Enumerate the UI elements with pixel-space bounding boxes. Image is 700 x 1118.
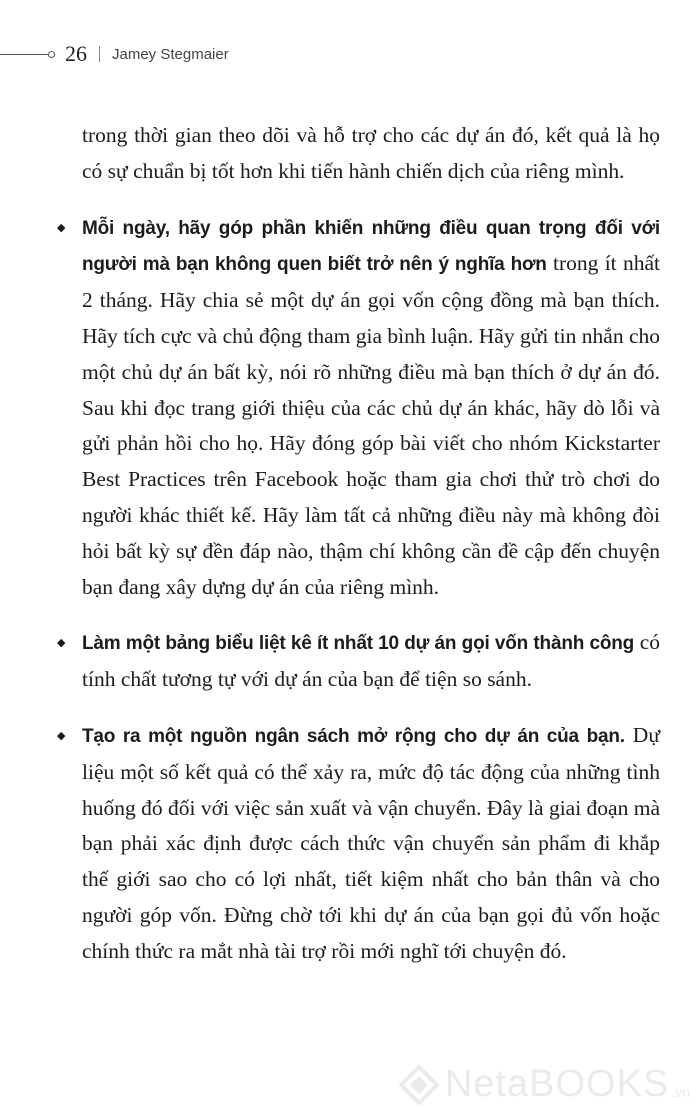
author-name: Jamey Stegmaier [112, 45, 229, 63]
running-header [0, 42, 229, 66]
header-separator [99, 46, 100, 62]
page-body [57, 118, 661, 970]
bullet-body: trong ít nhất 2 tháng. Hãy chia sẻ một dự án gọi vốn cộng đồng mà bạn thích. Hãy tích cực và chủ động tham gia bình luận. Hãy gửi tin nhắn cho một chủ dự án bất kỳ, nói rõ những điều mà bạn thích ở dự án đó. Sau khi đọc trang giới thiệu của các chủ dự án khác, hãy dò lỗi và gửi phản hồi cho họ. Hãy đóng góp bài viết cho nhóm Kickstarter Best Practices trên Facebook hoặc tham gia chơi thử trò chơi do người khác thiết kế. Hãy làm tất cả những điều này mà không đòi hỏi bất kỳ sự đền đáp nào, thậm chí không cần đề cập đến chuyện bạn đang xây dựng dự án của riêng mình. [82, 251, 660, 599]
bullet-item-3 [57, 718, 660, 970]
bullet-diamond-icon: ◆ [57, 728, 66, 742]
bullet-diamond-icon: ◆ [57, 636, 66, 650]
publisher-watermark [399, 1063, 690, 1106]
watermark-tld: .vn [671, 1083, 690, 1100]
bullet-lead: Mỗi ngày, hãy góp phần khiến những điều quan trọng đối với người mà bạn không quen biết trở nên ý nghĩa hơn [82, 217, 660, 276]
bullet-item-2 [57, 625, 661, 698]
bullet-item-1 [57, 210, 660, 606]
header-rule [0, 54, 48, 55]
bullet-lead: Làm một bảng biểu liệt kê ít nhất 10 dự án gọi vốn thành công [82, 633, 635, 655]
bullet-lead: Tạo ra một nguồn ngân sách mở rộng cho dự án của bạn. [82, 725, 625, 747]
bullet-body: có tính chất tương tự với dự án của bạn để tiện so sánh. [82, 630, 661, 692]
page-number: 26 [65, 41, 87, 66]
bullet-text [82, 625, 660, 698]
bullet-body: Dự liệu một số kết quả có thể xảy ra, mức độ tác động của những tình huống đó đối với việc sản xuất và vận chuyển. Đây là giai đoạn mà bạn phải xác định được cách thức vận chuyển sản phẩm đi khắp thế giới sao cho có lợi nhất, tiết kiệm nhất cho bản thân và cho người góp vốn. Đừng chờ tới khi dự án của bạn gọi đủ vốn hoặc chính thức ra mắt nhà tài trợ rồi mới nghĩ tới chuyện đó. [82, 722, 660, 963]
bullet-text [82, 718, 660, 970]
publisher-logo-icon [399, 1065, 439, 1105]
header-dot [48, 51, 55, 58]
bullet-diamond-icon: ◆ [57, 220, 66, 234]
bullet-text [82, 210, 660, 606]
intro-paragraph: trong thời gian theo dõi và hỗ trợ cho các dự án đó, kết quả là họ có sự chuẩn bị tốt hơn khi tiến hành chiến dịch của riêng mình. [82, 123, 660, 183]
watermark-brand: NetaBOOKS [444, 1063, 670, 1105]
